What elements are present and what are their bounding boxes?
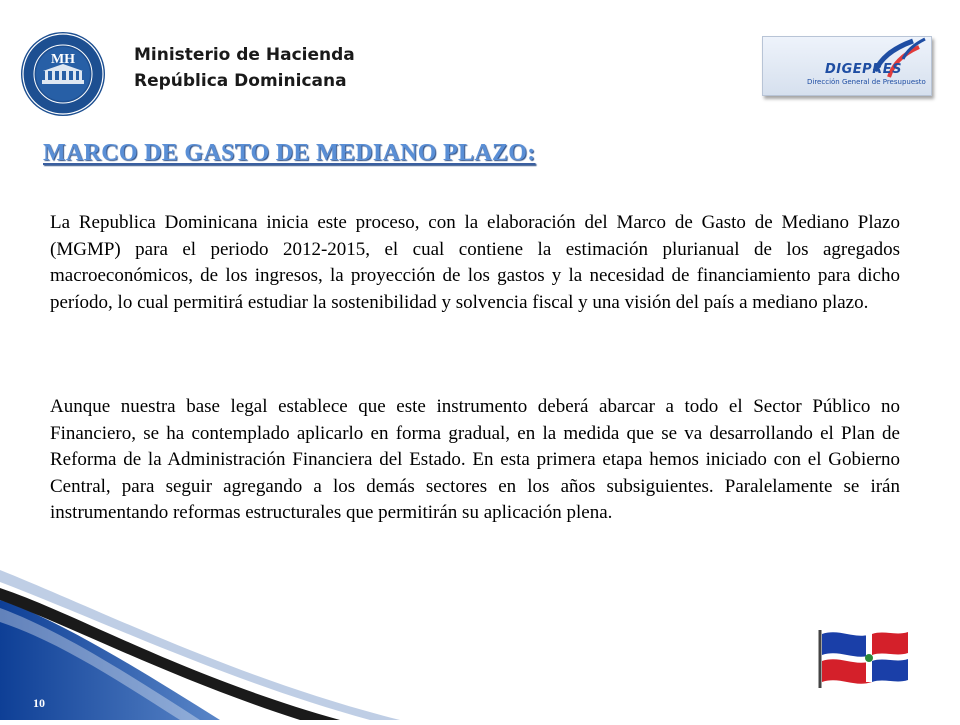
org-line-country: República Dominicana xyxy=(134,71,347,91)
ministry-seal-icon xyxy=(20,31,106,117)
dominican-flag-icon xyxy=(812,626,912,695)
seal-monogram: MH xyxy=(50,52,76,67)
org-line-ministry: Ministerio de Hacienda xyxy=(134,45,355,65)
digepres-logo xyxy=(762,36,932,96)
corner-decoration xyxy=(0,560,400,725)
paragraph-1: La Republica Dominicana inicia este proceso, con la elaboración del Marco de Gasto de Mediano Plazo (MGMP) para el periodo 2012-2015, el cual contiene la estimación plurianual de los agregados macroeconómicos, de los ingresos, la proyección de los gastos y la necesidad de financiamiento para dicho período, lo cual permitirá estudiar la sostenibilidad y solvencia fiscal y una visión del país a mediano plazo. xyxy=(50,212,900,313)
paragraph-2: Aunque nuestra base legal establece que este instrumento deberá abarcar a todo el Sector Público no Financiero, se ha contemplado aplicarlo en forma gradual, en la medida que se va desarrollando el Plan de Reforma de la Administración Financiera del Estado. En esta primera etapa hemos iniciado con el Gobierno Central, para seguir agregando a los demás sectores en los años subsiguientes. Paralelamente se irán instrumentando reformas estructurales que permitirán su aplicación plena. xyxy=(50,396,900,523)
organization-name xyxy=(134,42,355,94)
logo-name: DIGEPRES xyxy=(825,62,902,77)
logo-subtitle: Dirección General de Presupuesto xyxy=(807,78,926,86)
page-title: MARCO DE GASTO DE MEDIANO PLAZO: xyxy=(43,140,536,166)
page-number: 10 xyxy=(33,696,45,710)
